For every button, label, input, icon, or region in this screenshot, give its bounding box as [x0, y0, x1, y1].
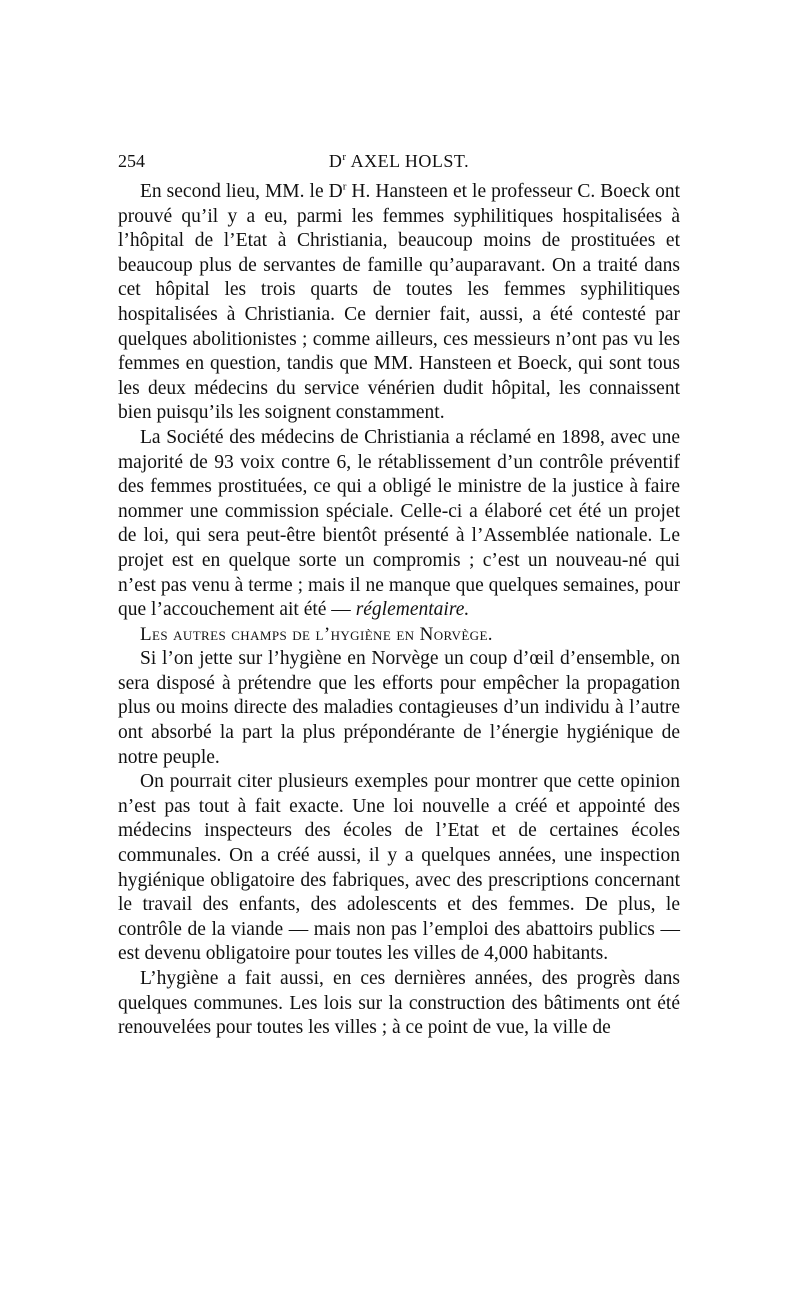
running-title [118, 150, 680, 172]
paragraph-5: L’hygiène a fait aussi, en ces dernières années, des progrès dans quelques communes. Les lois sur la construction des bâtiments ont été renouvelées pour toutes les villes ; à ce point de vue, la ville de [118, 968, 680, 1039]
paragraph-1-superscript: r [342, 180, 347, 193]
running-title-superscript: r [342, 151, 347, 163]
paragraph-2 [118, 426, 680, 623]
section-heading: Les autres champs de l’hygiène en Norvège. [140, 623, 493, 645]
running-title-rest: AXEL HOLST. [346, 151, 470, 171]
paragraph-2-text: La Société des médecins de Christiania a réclamé en 1898, avec une majorité de 93 voix contre 6, le rétablissement d’un contrôle préventif des femmes prostituées, ce qui a obligé le ministre de la justice à faire nommer une commission spéciale. Celle-ci a élaboré cet été un projet de loi, qui sera peut-être bientôt présenté à l’Assemblée nationale. Le projet est en quelque sorte un compromis ; c’est un nouveau-né qui n’est pas venu à terme ; mais il ne manque que quelques semaines, pour que l’accouchement ait été — [118, 426, 680, 621]
paragraph-1 [118, 180, 680, 426]
running-head [118, 150, 680, 172]
paragraph-1-start: En second lieu, MM. le D [140, 181, 343, 202]
running-title-prefix: D [328, 151, 343, 171]
paragraph-3: Si l’on jette sur l’hygiène en Norvège un coup d’œil d’ensemble, on sera disposé à prétendre que les efforts pour empêcher la propagation plus ou moins directe des maladies contagieuses d’un individu à l’autre ont absorbé la part la plus prépondérante de l’énergie hygiénique de notre peuple. [118, 648, 680, 768]
paragraph-4: On pourrait citer plusieurs exemples pour montrer que cette opinion n’est pas tout à fait exacte. Une loi nouvelle a créé et appointé des médecins inspecteurs des écoles de l’Etat et de certaines écoles communales. On a créé aussi, il y a quelques années, une inspection hygiénique obligatoire des fabriques, avec des prescriptions concernant le travail des enfants, des adolescents et des femmes. De plus, le contrôle de la viande — mais non pas l’emploi des abattoirs publics — est devenu obligatoire pour toutes les villes de 4,000 habitants. [118, 771, 680, 965]
paragraph-2-italic: réglementaire. [355, 599, 470, 621]
body-text [118, 180, 680, 1041]
page-number: 254 [118, 151, 145, 171]
paragraph-1-rest: H. Hansteen et le professeur C. Boeck ont prouvé qu’il y a eu, parmi les femmes syphilitiques hospitalisées à l’hôpital de l’Etat à Christiania, beaucoup moins de prostituées et beaucoup plus de servantes de famille qu’auparavant. On a traité dans cet hôpital les trois quarts de toutes les femmes syphilitiques hospitalisées à Christiania. Ce dernier fait, aussi, a été contesté par quelques abolitionistes ; comme ailleurs, ces messieurs n’ont pas vu les femmes en question, tandis que MM. Hansteen et Boeck, qui sont tous les deux médecins du service vénérien dudit hôpital, les connaissent bien puisqu’ils les soignent constamment. [118, 181, 680, 424]
